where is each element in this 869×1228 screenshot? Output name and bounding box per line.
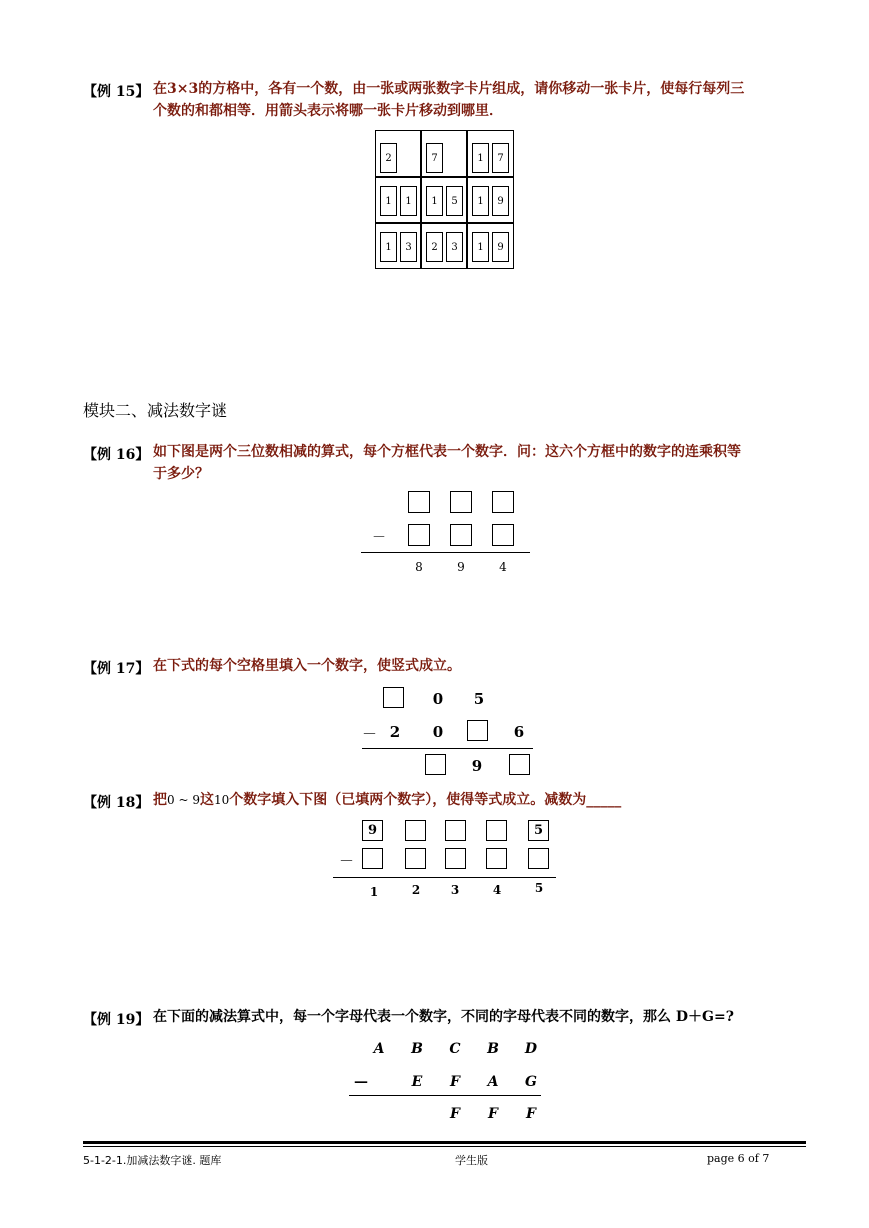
blank-box[interactable] [362, 848, 383, 869]
digit: 0 [432, 690, 444, 708]
grid-cell [421, 177, 467, 223]
letter: G [525, 1074, 537, 1090]
grid-cell [421, 223, 467, 269]
filled-box: 5 [528, 820, 549, 841]
letter: B [411, 1041, 423, 1057]
ex16-text-line2: 于多少？ [153, 466, 209, 482]
ex15-label: 【例 15】 [83, 84, 150, 100]
blank-box[interactable] [528, 848, 549, 869]
blank-box[interactable] [445, 848, 466, 869]
ex17-label: 【例 17】 [83, 661, 150, 677]
minus-sign: － [362, 725, 378, 743]
blank-box[interactable] [509, 754, 530, 775]
filled-box: 9 [362, 820, 383, 841]
footer-rule-thick [83, 1141, 806, 1144]
letter: C [449, 1041, 461, 1057]
ex19-text-tail: D＋G=? [675, 1009, 734, 1025]
number-card[interactable]: 5 [446, 186, 463, 216]
ex17-text: 在下式的每个空格里填入一个数字，使竖式成立。 [153, 658, 461, 674]
blank-box[interactable] [425, 754, 446, 775]
blank-box[interactable] [408, 524, 430, 546]
ex16-label: 【例 16】 [83, 447, 150, 463]
grid-cell [467, 223, 514, 269]
letter: B [487, 1041, 499, 1057]
number-card[interactable]: 9 [492, 232, 509, 262]
card-grid [375, 130, 514, 269]
result-digit: 2 [411, 883, 421, 897]
digit: 2 [389, 723, 401, 741]
ex18-text-b: 0 ~ 9 [167, 793, 200, 807]
letter: A [487, 1074, 499, 1090]
grid-cell [421, 130, 467, 177]
digit: 9 [471, 757, 483, 775]
ex18-text-d: 10 [213, 793, 230, 807]
letter: D [524, 1041, 538, 1057]
grid-cell [375, 177, 421, 223]
ex15-text-line2: 个数的和都相等．用箭头表示将哪一张卡片移动到哪里． [153, 103, 503, 119]
ex18-text-e: 个数字填入下图（已填两个数字），使得等式成立。减数为_____ [229, 792, 622, 808]
result-digit: 5 [534, 881, 544, 895]
number-card[interactable]: 7 [492, 143, 509, 173]
number-card[interactable]: 3 [446, 232, 463, 262]
blank-box[interactable] [486, 848, 507, 869]
footer-page: page 6 of 7 [707, 1152, 770, 1165]
number-card[interactable]: 7 [426, 143, 443, 173]
number-card[interactable]: 1 [380, 232, 397, 262]
sum-line [361, 552, 530, 553]
footer-left: 5-1-2-1.加减法数字谜. 题库 [83, 1154, 222, 1167]
minus-sign: — [354, 1074, 368, 1090]
minus-sign: － [339, 852, 355, 870]
number-card[interactable]: 1 [426, 186, 443, 216]
letter: F [526, 1106, 536, 1122]
footer-center: 学生版 [455, 1154, 488, 1167]
digit: 0 [432, 723, 444, 741]
blank-box[interactable] [492, 524, 514, 546]
ex18-text-c: 这 [199, 792, 214, 808]
sum-line [333, 877, 556, 878]
number-card[interactable]: 1 [472, 232, 489, 262]
ex15-text-line1: 在3×3的方格中，各有一个数，由一张或两张数字卡片组成，请你移动一张卡片，使每行每列三 [153, 81, 745, 97]
number-card[interactable]: 3 [400, 232, 417, 262]
digit: 5 [473, 690, 485, 708]
number-card[interactable]: 9 [492, 186, 509, 216]
footer-rule-thin [83, 1146, 806, 1147]
digit: 6 [513, 723, 525, 741]
blank-box[interactable] [450, 524, 472, 546]
result-digit: 3 [450, 883, 460, 897]
ex19-text-main: 在下面的减法算式中，每一个字母代表一个数字，不同的字母代表不同的数字，那么 [153, 1009, 671, 1025]
result-digit: 4 [492, 883, 502, 897]
grid-cell [375, 130, 421, 177]
letter: F [450, 1074, 460, 1090]
blank-box[interactable] [467, 720, 488, 741]
ex18-text [153, 789, 621, 811]
result-digit: 4 [499, 560, 507, 574]
number-card[interactable]: 1 [400, 186, 417, 216]
sum-line [362, 748, 533, 749]
letter: E [411, 1074, 423, 1090]
number-card[interactable]: 1 [472, 143, 489, 173]
blank-box[interactable] [486, 820, 507, 841]
grid-cell [467, 177, 514, 223]
result-digit: 8 [415, 560, 423, 574]
ex16-text-line1: 如下图是两个三位数相减的算式，每个方框代表一个数字．问：这六个方框中的数字的连乘积等 [153, 444, 741, 460]
ex18-text-a: 把 [153, 792, 167, 808]
letter: A [373, 1041, 385, 1057]
blank-box[interactable] [383, 687, 404, 708]
blank-box[interactable] [408, 491, 430, 513]
result-digit: 1 [369, 885, 379, 899]
number-card[interactable]: 1 [472, 186, 489, 216]
section-title: 模块二、减法数字谜 [83, 401, 228, 420]
number-card[interactable]: 1 [380, 186, 397, 216]
sum-line [349, 1095, 541, 1096]
number-card[interactable]: 2 [380, 143, 397, 173]
grid-cell [375, 223, 421, 269]
minus-sign: － [372, 530, 386, 546]
blank-box[interactable] [492, 491, 514, 513]
grid-cell [467, 130, 514, 177]
ex19-text [153, 1006, 734, 1028]
blank-box[interactable] [405, 820, 426, 841]
ex19-label: 【例 19】 [83, 1012, 150, 1028]
result-digit: 9 [457, 560, 465, 574]
blank-box[interactable] [450, 491, 472, 513]
blank-box[interactable] [405, 848, 426, 869]
letter: F [488, 1106, 498, 1122]
letter: F [450, 1106, 460, 1122]
number-card[interactable]: 2 [426, 232, 443, 262]
blank-box[interactable] [445, 820, 466, 841]
ex18-label: 【例 18】 [83, 795, 150, 811]
